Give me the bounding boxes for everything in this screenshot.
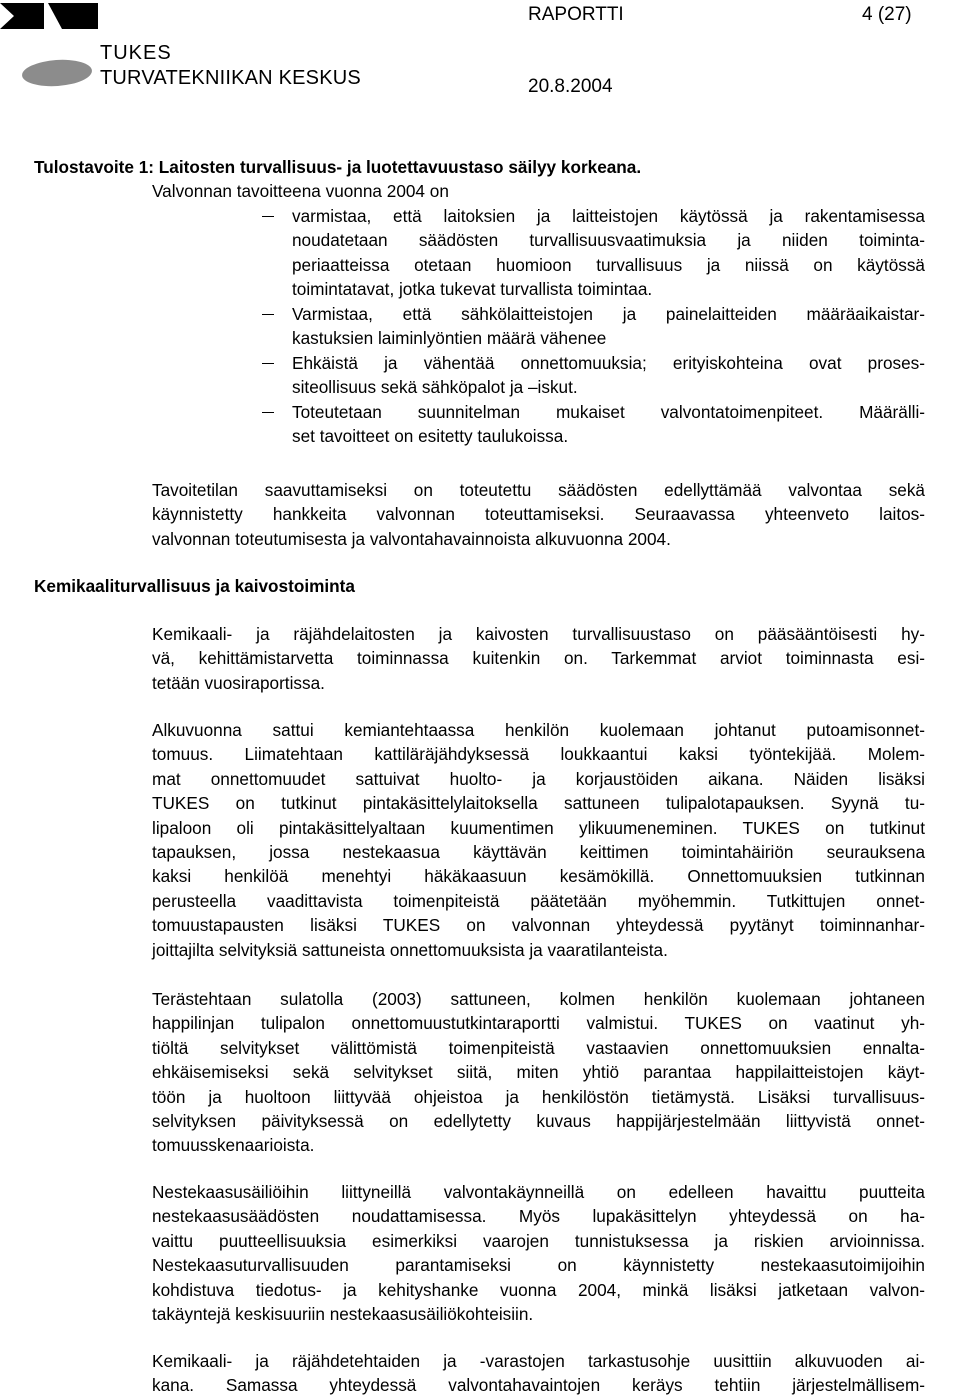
goal-summary: Tavoitetilan saavuttamiseksi on toteutettu säädösten edellyttämää valvontaa sekä käynnistetty hankkeita valvonnan toteuttamiseksi. Seuraavassa yhteenveto laitos- valvonnan toteutumisesta ja valvontahavainnoista alkuvuonna 2004. xyxy=(152,480,925,549)
section-paragraph-4: Nestekaasusäiliöihin liittyneillä valvontakäynneillä on edelleen havaittu puutteita nestekaasusäädösten noudattamisessa. Myös lupakäsittelyn yhteydessä on ha- vaittu puutteellisuuksia esimerkiksi vaarojen tunnistuksessa ja riskien arvioinnissa. Nestekaasuturvallisuuden parantamiseksi on käynnistetty nestekaasutoimijoihin kohdistuva tiedotus- ja kehityshanke vuonna 2004, minkä lisäksi jatketaan valvon- takäyntejä keskisuuriin nestekaasusäiliökohteisiin. xyxy=(152,1182,925,1325)
bullet-dash-icon xyxy=(262,412,274,413)
section-paragraph-2: Alkuvuonna sattui kemiantehtaassa henkilön kuolemaan johtanut putoamisonnet- tomuus. Liimatehtaan kattiläräjähdyksessä loukkaantui kaksi työntekijää. Molem- mat onnettomuudet sattuivat huolto- ja korjaustöiden aikana. Näiden lisäksi TUKES on tutkinut pintakäsittelylaitoksella sattuneen tulipalotapauksen. Syynä tu- lipaloon oli pintakäsittelyaltaan kuumentimen ylikuumeneminen. TUKES on tutkinut tapauksen, jossa nestekaasua käyttävän keittimen toimintahäiriön seurauksena kaksi henkilöä menehtyi häkäkaasuun kesämökillä. Onnettomuuksien tutkinnan perusteella vaadittavista toimenpiteistä päätetään myöhemmin. Tutkittujen onnet- tomuustapausten lisäksi TUKES on valvonnan yhteydessä pyytänyt toiminnanhar- joittajilta selvityksiä sattuneista onnettomuuksista ja vaaratilanteista. xyxy=(152,720,925,960)
section-paragraph-1: Kemikaali- ja räjähdelaitosten ja kaivosten turvallisuustaso on pääsääntöisesti hy- vä, kehittämistarvetta toiminnassa kuitenkin on. Tarkemmat arviot toiminnasta esi- tetään vuosiraportissa. xyxy=(152,624,925,693)
page-number: 4 (27) xyxy=(862,4,912,25)
page-header xyxy=(0,0,960,110)
section-paragraph-5: Kemikaali- ja räjähdetehtaiden ja -varastojen tarkastusohje uusittiin alkuvuoden ai- kana. Samassa yhteydessä valvontahavaintojen keräys tehtiin järjestelmällisem- xyxy=(152,1351,925,1396)
bullet-dash-icon xyxy=(262,363,274,364)
document-type: RAPORTTI xyxy=(528,4,624,25)
tukes-logo-icon xyxy=(0,3,100,33)
bullet-dash-icon xyxy=(262,314,274,315)
org-short-name: TUKES xyxy=(100,42,172,64)
goal-bullet-2: Varmistaa, että sähkölaitteistojen ja painelaitteiden määräaikaistar- kastuksien laiminlyöntien määrä vähenee xyxy=(292,304,925,349)
goal-intro: Valvonnan tavoitteena vuonna 2004 on xyxy=(152,181,449,201)
org-full-name: TURVATEKNIIKAN KESKUS xyxy=(100,67,361,89)
section-heading: Kemikaaliturvallisuus ja kaivostoiminta xyxy=(34,576,355,596)
bullet-dash-icon xyxy=(262,216,274,217)
goal-title: Tulostavoite 1: Laitosten turvallisuus- ja luotettavuustaso säilyy korkeana. xyxy=(34,157,642,177)
goal-bullet-3: Ehkäistä ja vähentää onnettomuuksia; erityiskohteina ovat proses- siteollisuus sekä sähköpalot ja –iskut. xyxy=(292,353,925,398)
logo-mark-icon xyxy=(21,58,93,89)
goal-bullet-4: Toteutetaan suunnitelman mukaiset valvontatoimenpiteet. Määrälli- set tavoitteet on esitetty taulukoissa. xyxy=(292,402,925,447)
section-paragraph-3: Terästehtaan sulatolla (2003) sattuneen, kolmen henkilön kuolemaan johtaneen happilinjan tulipalon onnettomuustutkintaraportti valmistui. TUKES on vaatinut yh- tiöltä selvitykset välittömistä toimenpiteistä vastaavien onnettomuuksien ennalta- ehkäisemiseksi sekä selvitykset siitä, miten yhtiö parantaa happilaitteistojen käyt- töön ja huoltoon liittyvää ohjeistoa ja henkilöstön tietämystä. Lisäksi turvallisuus- selvityksen päivityksessä on edellytetty kuvaus happijärjestelmään liittyvistä onnet- tomuusskenaarioista. xyxy=(152,989,925,1156)
goal-bullet-1: varmistaa, että laitoksien ja laitteistojen käytössä ja rakentamisessa noudatetaan säädösten turvallisuusvaatimuksia ja niiden toiminta- periaatteissa otetaan huomioon turvallisuus ja niissä on käytössä toimintatavat, jotka tukevat turvallista toimintaa. xyxy=(292,206,925,300)
document-date: 20.8.2004 xyxy=(528,76,613,97)
